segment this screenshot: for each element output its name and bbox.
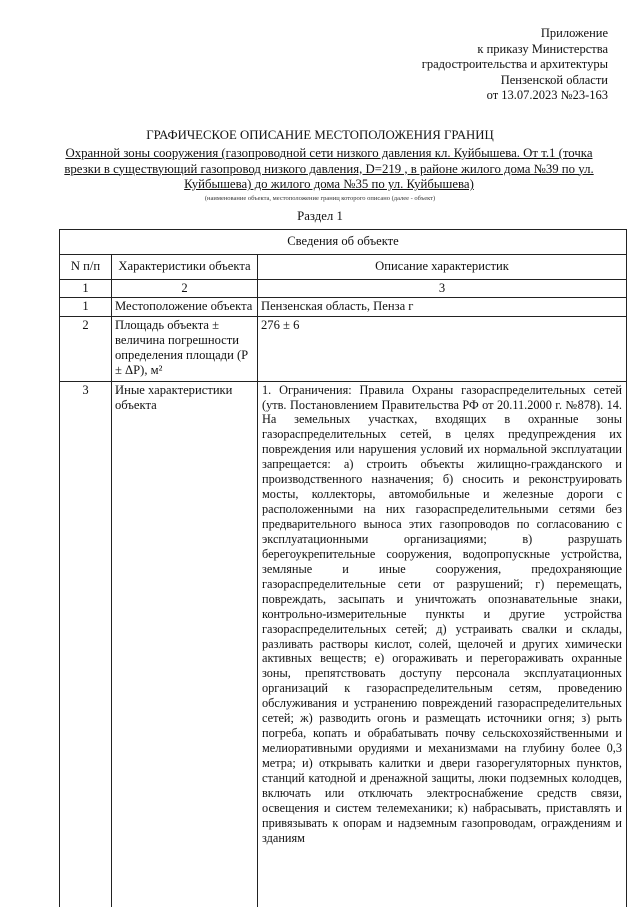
- appendix-line: градостроительства и архитектуры: [421, 57, 608, 72]
- appendix-line: Пензенской области: [500, 72, 608, 87]
- table-index-row: [60, 280, 627, 298]
- row-num: 1: [60, 298, 112, 316]
- row-characteristic: Местоположение объекта: [112, 298, 258, 316]
- object-name: Охранной зоны сооружения (газопроводной сети низкого давления кл. Куйбышева. От т.1 (точка врезки в существующий газопровод низкого давления, D=219 , в районе жилого дома №39 по ул. Куйбышева) до жилого дома №35 по ул. Куйбышева): [64, 146, 594, 192]
- row-description-wrap: [261, 383, 623, 906]
- row-description: 276 ± 6: [258, 316, 627, 381]
- appendix-date-line: от 13.07.2023 №23-163: [486, 88, 608, 103]
- row-characteristic: Площадь объекта ± величина погрешности определения площади (P ± ΔP), м²: [112, 316, 258, 381]
- row-num: 3: [60, 381, 112, 907]
- index-cell: 3: [258, 280, 627, 298]
- header-num: N п/п: [60, 255, 112, 280]
- row-num: 2: [60, 316, 112, 381]
- row-description: Пензенская область, Пенза г: [258, 298, 627, 316]
- table-row: [60, 298, 627, 316]
- table-caption: Сведения об объекте: [60, 230, 627, 255]
- appendix-block: [348, 26, 608, 104]
- section-label: Раздел 1: [297, 209, 343, 223]
- appendix-line: к приказу Министерства: [477, 41, 608, 56]
- table-header-row: [60, 255, 627, 280]
- appendix-line: Приложение: [540, 26, 608, 40]
- row-characteristic: Иные характеристики объекта: [112, 381, 258, 907]
- header-characteristic: Характеристики объекта: [112, 255, 258, 280]
- row-description-cell: [258, 381, 627, 907]
- header-description: Описание характеристик: [258, 255, 627, 280]
- index-cell: 2: [112, 280, 258, 298]
- table-row: [60, 381, 627, 907]
- document-title: ГРАФИЧЕСКОЕ ОПИСАНИЕ МЕСТОПОЛОЖЕНИЯ ГРАНИЦ: [146, 128, 494, 142]
- table-caption-row: [60, 230, 627, 255]
- table-row: [60, 316, 627, 381]
- row-description: 1. Ограничения: Правила Охраны газораспределительных сетей (утв. Постановлением Правительства РФ от 20.11.2000 г. №878). 14. На земельных участках, входящих в охранные зоны газораспределительных сетей, в целях предупреждения их повреждения или нарушения условий их нормальной эксплуатации запрещается: а) строить объекты жилищно-гражданского и производственного назначения; б) сносить и реконструировать мосты, коллекторы, автомобильные и железные дороги с расположенными на них газораспределительными сетями без предварительного выноса этих газопроводов по согласованию с эксплуатационными организациями; в) разрушать берегоукрепительные сооружения, водопропускные устройства, земляные и иные сооружения, предохраняющие газораспределительные сети от разрушений; г) перемещать, повреждать, засыпать и уничтожать опознавательные знаки, контрольно-измерительные пункты и другие устройства газораспределительных сетей; д) устраивать свалки и склады, разливать растворы кислот, солей, щелочей и других химически активных веществ; е) огораживать и перегораживать охранные зоны, препятствовать доступу персонала эксплуатационных организаций к газораспределительным сетям, проведению обслуживания и устранению повреждений газораспределительных сетей; ж) разводить огонь и размещать источники огня; з) рыть погреба, копать и обрабатывать почву сельскохозяйственными и мелиоративными орудиями и механизмами на глубину более 0,3 метра; и) открывать калитки и двери газорегуляторных пунктов, станций катодной и дренажной защиты, люки подземных колодцев, включать или отключать электроснабжение средств связи, освещения и систем телемеханики; к) набрасывать, приставлять и привязывать к опорам и надземным газопроводам, ограждениям и зданиям: [262, 382, 623, 845]
- object-info-table: [59, 229, 627, 907]
- object-name-note: (наименование объекта, местоположение границ которого описано (далее - объект): [204, 195, 436, 202]
- index-cell: 1: [60, 280, 112, 298]
